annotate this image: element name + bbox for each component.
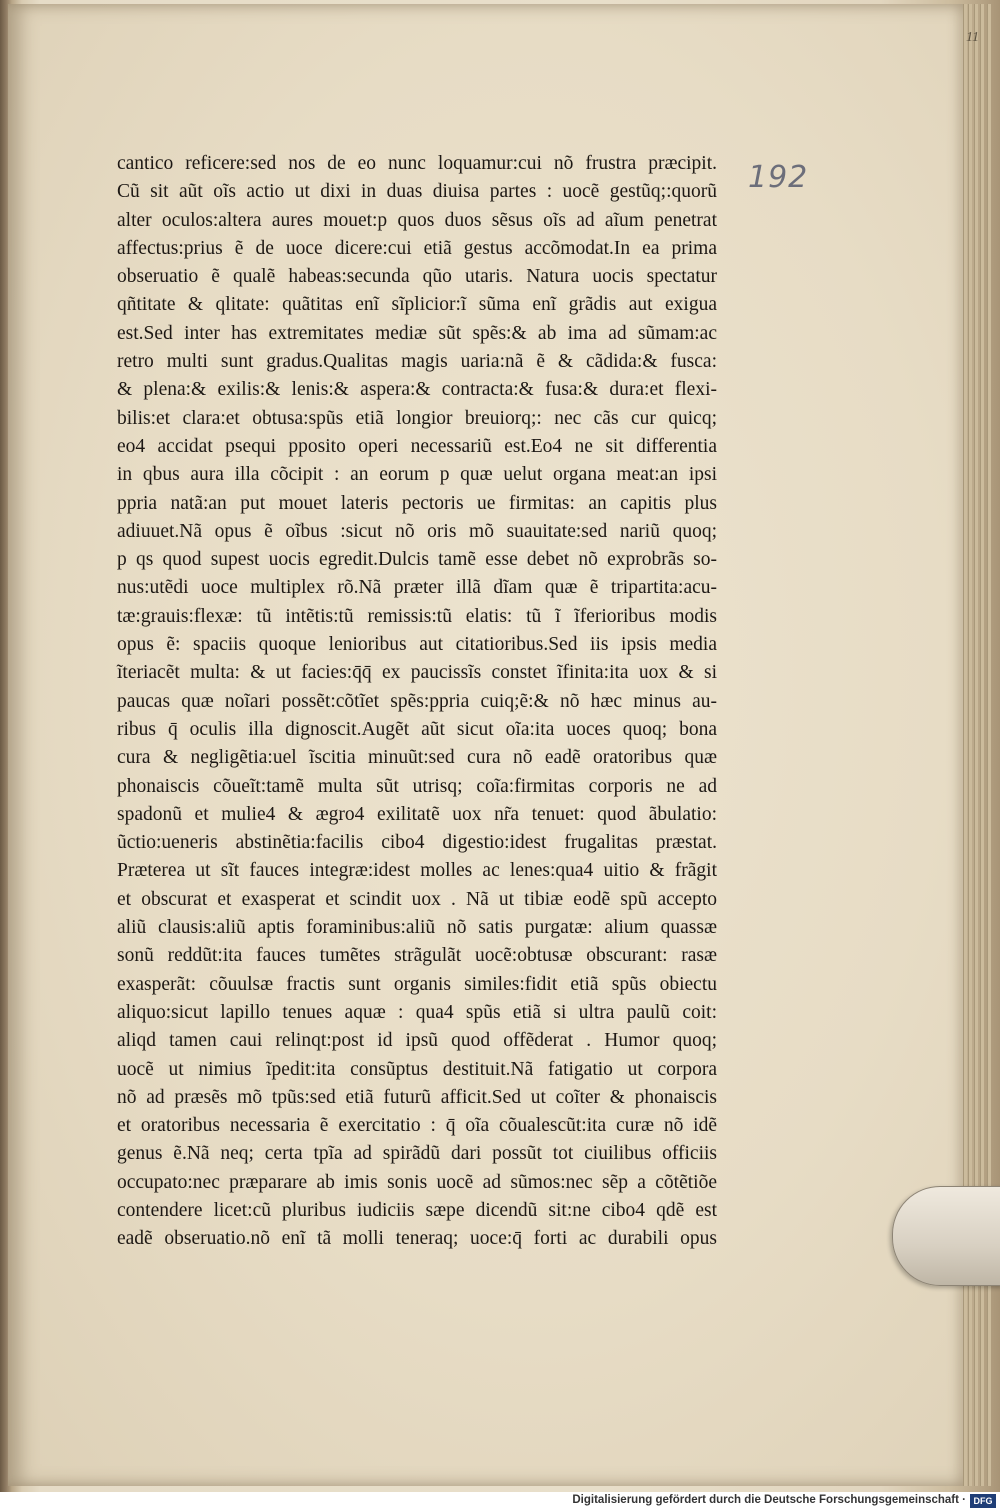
text-line: cantico reficere:sed nos de eo nunc loquamur:cui nõ frustra præcipit. (117, 153, 717, 174)
text-line: uocẽ ut nimius ĩpedit:ita consũptus destituit.Nã fatigatio ut corpora (117, 1058, 717, 1080)
text-line: p qs quod supest uocis egredit.Dulcis tamẽ esse debet nõ exprobrãs so- (117, 549, 717, 571)
text-line: spadonũ et mulie4 & ægro4 exilitatẽ uox nr̃a tenuet: quod ãbulatio: (117, 803, 717, 825)
text-line: et obscurat et exasperat et scindit uox . Nã ut tibiæ eodẽ spũ accepto (117, 888, 717, 910)
bookmark-tab (892, 1186, 1000, 1286)
text-line: tæ:grauis:flexæ: tũ intẽtis:tũ remissis:tũ elatis: tũ ĩ ĩferioribus modis (117, 605, 717, 627)
text-line: est.Sed inter has extremitates mediæ sũt spẽs:& ab ima ad sũmam:ac (117, 322, 717, 344)
text-line: nus:utẽdi uoce multiplex rõ.Nã præter illã dĩam quæ ẽ tripartita:acu- (117, 577, 717, 599)
text-line: genus ẽ.Nã neq; certa tpĩa ad spirãdũ dari possũt tot ciuilibus officiis (117, 1143, 717, 1165)
dfg-logo: DFG (970, 1494, 996, 1508)
text-line: qñtitate & qlitate: quãtitas enĩ sĩplicior:ĩ sũma enĩ grãdis aut exigua (117, 294, 717, 316)
text-line: paucas quæ noĩari possẽt:cõtĩet spẽs:ppria cuiq;ẽ:& nõ hæc minus au- (117, 690, 717, 712)
text-line: affectus:prius ẽ de uoce dicere:cui etiã gestus accõmodat.In ea prima (117, 237, 717, 259)
text-line: alter oculos:altera aures mouet:p quos duos sẽsus oĩs ad aĩum penetrat (117, 209, 717, 231)
text-line: aliquo:sicut lapillo tenues aquæ : qua4 spũs etiã si ultra paulũ coit: (117, 1001, 717, 1023)
text-line: in qbus aura illa cõcipit : an eorum p quæ uelut organa meat:an ipsi (117, 464, 717, 486)
text-line: contendere licet:cũ pluribus iudiciis sæpe dicendũ sit:ne cibo4 qdẽ est (117, 1199, 717, 1221)
text-line: obseruatio ẽ qualẽ habeas:secunda qũo utaris. Natura uocis spectatur (117, 266, 717, 288)
text-line: Præterea ut sĩt fauces integræ:idest molles ac lenes:qua4 uitio & frãgit (117, 860, 717, 882)
text-line: & plena:& exilis:& lenis:& aspera:& contracta:& fusa:& dura:et flexi- (117, 379, 717, 401)
text-line: aliũ clausis:aliũ aptis foraminibus:aliũ nõ satis purgatæ: alium quassæ (117, 917, 717, 939)
text-line: ũctio:ueneris abstinẽtia:facilis cibo4 digestio:idest frugalitas præstat. (117, 832, 717, 854)
text-line: bilis:et clara:et obtusa:spũs etiã longior breuiorq;: nec cãs cur quicq; (117, 407, 717, 429)
text-line: ppria natã:an put mouet lateris pectoris ue firmitas: an capitis plus (117, 492, 717, 514)
text-line: exasperãt: cõuulsæ fractis sunt organis similes:fidit etiã spũs obiectu (117, 973, 717, 995)
text-column (117, 150, 717, 1254)
footer-bar (0, 1492, 1000, 1510)
folio-mark: 11 (966, 30, 979, 45)
text-line: eadẽ obseruatio.nõ enĩ tã molli teneraq; uoce:q̄ forti ac durabili opus (117, 1228, 717, 1250)
text-line: adiuuet.Nã opus ẽ oĩbus :sicut nõ oris mõ suauitate:sed nariũ quoq; (117, 520, 717, 542)
text-line: nõ ad præsẽs mõ tpũs:sed etiã futurũ afficit.Sed ut coĩter & phonaiscis (117, 1086, 717, 1108)
text-line: phonaiscis cõueĩt:tamẽ multa sũt utrisq; coĩa:firmitas corporis ne ad (117, 775, 717, 797)
text-line: cura & negligẽtia:uel ĩscitia minuũt:sed cura nõ eadẽ oratoribus quæ (117, 747, 717, 769)
text-line: sonũ reddũt:ita fauces tumẽtes strãgulãt uocẽ:obtusæ obscurant: rasæ (117, 945, 717, 967)
text-line: aliqd tamen caui relinqt:post id ipsũ quod offẽderat . Humor quoq; (117, 1030, 717, 1052)
text-line: occupato:nec præparare ab imis sonis uocẽ ad sũmos:nec sẽp a cõtẽtiõe (117, 1171, 717, 1193)
text-line: ribus q̄ oculis illa dignoscit.Augẽt aũt sicut oĩa:ita uoces quoq; bona (117, 718, 717, 740)
text-line: opus ẽ: spaciis quoque lenioribus aut citatioribus.Sed iis ipsis media (117, 634, 717, 656)
text-line: Cũ sit aũt oĩs actio ut dixi in duas diuisa partes : uocẽ gestũq;:quorũ (117, 181, 717, 203)
funding-credit: Digitalisierung gefördert durch die Deutsche Forschungsgemeinschaft · (572, 1494, 966, 1506)
text-line: et oratoribus necessaria ẽ exercitatio : q̄ oĩa cõualescũt:ita curæ nõ idẽ (117, 1115, 717, 1137)
text-line: ĩteriacẽt multa: & ut facies:q̄q̄ ex paucissĩs constet ĩfinita:ita uox & si (117, 662, 717, 684)
text-line: retro multi sunt gradus.Qualitas magis uaria:nã ẽ & cãdida:& fusca: (117, 351, 717, 373)
pencil-page-number: 192 (748, 160, 809, 195)
text-line: eo4 accidat psequi pposito operi necessariũ est.Eo4 ne sit differentia (117, 435, 717, 457)
